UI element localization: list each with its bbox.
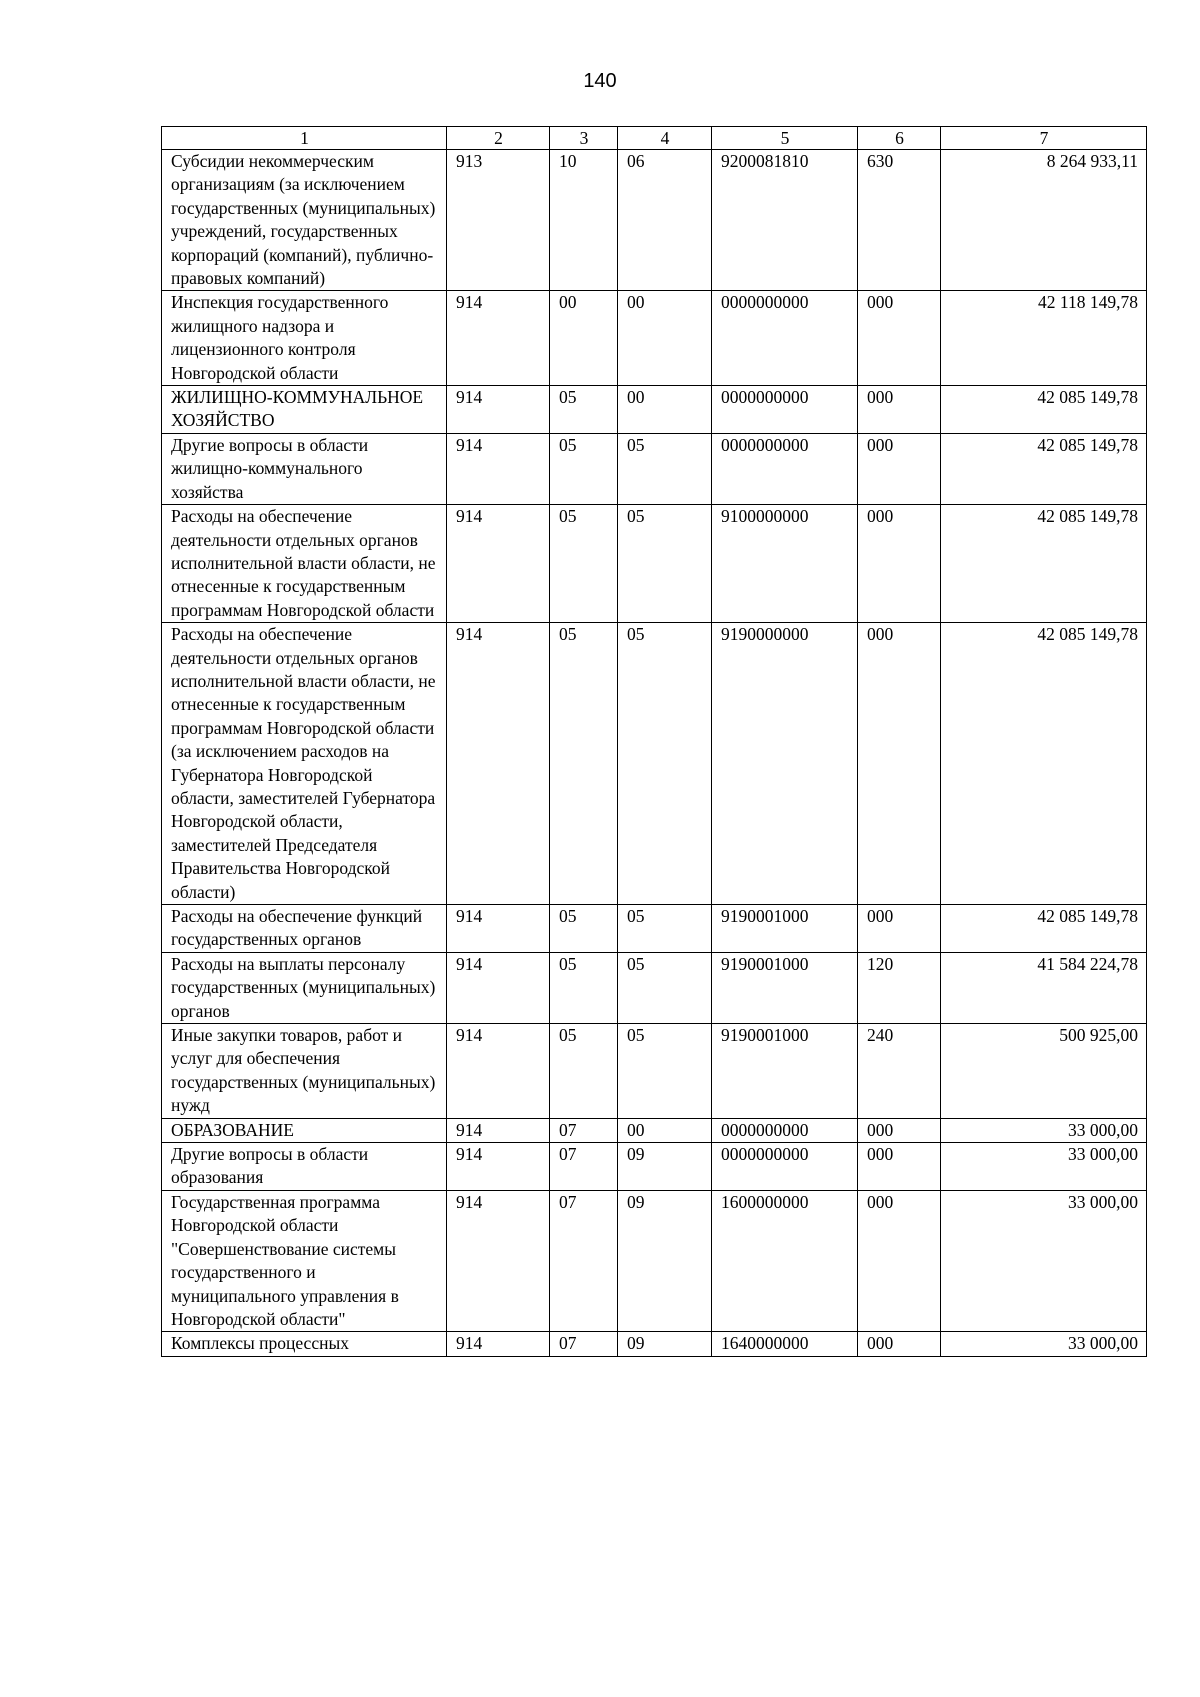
row-target-cell: 1640000000 (712, 1332, 858, 1356)
row-name-cell: Другие вопросы в области образования (162, 1143, 447, 1191)
row-subsection-cell: 06 (618, 150, 712, 291)
row-type-cell: 000 (858, 905, 941, 953)
column-header: 1 (162, 127, 447, 150)
page-number: 140 (583, 70, 617, 92)
row-code-cell: 914 (447, 1332, 550, 1356)
table-row (162, 905, 1147, 953)
table-row (162, 623, 1147, 905)
row-type-cell: 000 (858, 623, 941, 905)
row-code-cell: 914 (447, 1143, 550, 1191)
table-row (162, 291, 1147, 386)
row-name-cell: ОБРАЗОВАНИЕ (162, 1118, 447, 1142)
table-row (162, 1118, 1147, 1142)
row-section-cell: 07 (550, 1332, 618, 1356)
row-type-cell: 000 (858, 1143, 941, 1191)
row-code-cell: 914 (447, 433, 550, 504)
row-section-cell: 07 (550, 1143, 618, 1191)
row-code-cell: 913 (447, 150, 550, 291)
row-subsection-cell: 05 (618, 1024, 712, 1119)
row-section-cell: 05 (550, 905, 618, 953)
row-amount-cell: 500 925,00 (941, 1024, 1147, 1119)
table-header-row (162, 127, 1147, 150)
row-section-cell: 05 (550, 386, 618, 434)
row-target-cell: 9190001000 (712, 1024, 858, 1119)
table-row (162, 433, 1147, 504)
row-name-cell: Другие вопросы в области жилищно-коммунального хозяйства (162, 433, 447, 504)
budget-table (161, 126, 1147, 1357)
row-target-cell: 0000000000 (712, 1118, 858, 1142)
row-code-cell: 914 (447, 905, 550, 953)
row-amount-cell: 33 000,00 (941, 1143, 1147, 1191)
row-type-cell: 000 (858, 1118, 941, 1142)
row-section-cell: 05 (550, 433, 618, 504)
row-target-cell: 0000000000 (712, 386, 858, 434)
row-amount-cell: 41 584 224,78 (941, 952, 1147, 1023)
column-header: 5 (712, 127, 858, 150)
row-code-cell: 914 (447, 505, 550, 623)
row-type-cell: 000 (858, 1190, 941, 1331)
row-name-cell: Государственная программа Новгородской области "Совершенствование системы государственного и муниципального управления в Новгородской области" (162, 1190, 447, 1331)
row-code-cell: 914 (447, 291, 550, 386)
row-target-cell: 1600000000 (712, 1190, 858, 1331)
row-section-cell: 00 (550, 291, 618, 386)
row-code-cell: 914 (447, 952, 550, 1023)
row-code-cell: 914 (447, 1118, 550, 1142)
column-header: 4 (618, 127, 712, 150)
row-type-cell: 000 (858, 433, 941, 504)
row-target-cell: 9200081810 (712, 150, 858, 291)
row-section-cell: 05 (550, 623, 618, 905)
row-subsection-cell: 00 (618, 291, 712, 386)
row-code-cell: 914 (447, 623, 550, 905)
table-row (162, 1190, 1147, 1331)
row-name-cell: Комплексы процессных (162, 1332, 447, 1356)
row-subsection-cell: 09 (618, 1143, 712, 1191)
row-section-cell: 10 (550, 150, 618, 291)
row-subsection-cell: 05 (618, 623, 712, 905)
row-code-cell: 914 (447, 1024, 550, 1119)
row-name-cell: Расходы на обеспечение деятельности отдельных органов исполнительной власти области, не отнесенные к государственным программам Новгородской области (162, 505, 447, 623)
row-name-cell: Расходы на выплаты персоналу государственных (муниципальных) органов (162, 952, 447, 1023)
row-name-cell: Инспекция государственного жилищного надзора и лицензионного контроля Новгородской области (162, 291, 447, 386)
row-target-cell: 0000000000 (712, 1143, 858, 1191)
row-subsection-cell: 05 (618, 505, 712, 623)
row-amount-cell: 42 118 149,78 (941, 291, 1147, 386)
table-row (162, 1143, 1147, 1191)
row-code-cell: 914 (447, 386, 550, 434)
row-subsection-cell: 05 (618, 433, 712, 504)
row-amount-cell: 33 000,00 (941, 1190, 1147, 1331)
row-type-cell: 630 (858, 150, 941, 291)
row-name-cell: Расходы на обеспечение функций государственных органов (162, 905, 447, 953)
column-header: 2 (447, 127, 550, 150)
row-name-cell: Иные закупки товаров, работ и услуг для обеспечения государственных (муниципальных) нужд (162, 1024, 447, 1119)
row-subsection-cell: 05 (618, 905, 712, 953)
row-type-cell: 000 (858, 505, 941, 623)
row-type-cell: 000 (858, 386, 941, 434)
row-amount-cell: 8 264 933,11 (941, 150, 1147, 291)
row-section-cell: 05 (550, 505, 618, 623)
row-name-cell: Субсидии некоммерческим организациям (за исключением государственных (муниципальных) учреждений, государственных корпораций (компаний), публично-правовых компаний) (162, 150, 447, 291)
row-amount-cell: 33 000,00 (941, 1118, 1147, 1142)
row-target-cell: 9190000000 (712, 623, 858, 905)
row-name-cell: ЖИЛИЩНО-КОММУНАЛЬНОЕ ХОЗЯЙСТВО (162, 386, 447, 434)
table-row (162, 952, 1147, 1023)
row-subsection-cell: 09 (618, 1332, 712, 1356)
row-target-cell: 9100000000 (712, 505, 858, 623)
row-subsection-cell: 00 (618, 1118, 712, 1142)
row-code-cell: 914 (447, 1190, 550, 1331)
row-target-cell: 9190001000 (712, 905, 858, 953)
table-row (162, 1024, 1147, 1119)
row-section-cell: 05 (550, 1024, 618, 1119)
row-section-cell: 07 (550, 1118, 618, 1142)
column-header: 3 (550, 127, 618, 150)
table-row (162, 505, 1147, 623)
row-subsection-cell: 00 (618, 386, 712, 434)
column-header: 6 (858, 127, 941, 150)
row-amount-cell: 42 085 149,78 (941, 905, 1147, 953)
row-amount-cell: 42 085 149,78 (941, 433, 1147, 504)
row-name-cell: Расходы на обеспечение деятельности отдельных органов исполнительной власти области, не отнесенные к государственным программам Новгородской области (за исключением расходов на Губернатора Новгородской области, заместителей Губернатора Новгородской области, заместителей Председателя Правительства Новгородской области) (162, 623, 447, 905)
table-row (162, 386, 1147, 434)
row-amount-cell: 33 000,00 (941, 1332, 1147, 1356)
row-section-cell: 05 (550, 952, 618, 1023)
row-amount-cell: 42 085 149,78 (941, 386, 1147, 434)
column-header: 7 (941, 127, 1147, 150)
row-type-cell: 000 (858, 1332, 941, 1356)
row-target-cell: 0000000000 (712, 291, 858, 386)
row-type-cell: 120 (858, 952, 941, 1023)
row-amount-cell: 42 085 149,78 (941, 623, 1147, 905)
table-row (162, 1332, 1147, 1356)
row-target-cell: 9190001000 (712, 952, 858, 1023)
row-amount-cell: 42 085 149,78 (941, 505, 1147, 623)
table-body (162, 150, 1147, 1357)
row-subsection-cell: 09 (618, 1190, 712, 1331)
row-subsection-cell: 05 (618, 952, 712, 1023)
row-target-cell: 0000000000 (712, 433, 858, 504)
table-row (162, 150, 1147, 291)
row-type-cell: 240 (858, 1024, 941, 1119)
row-section-cell: 07 (550, 1190, 618, 1331)
row-type-cell: 000 (858, 291, 941, 386)
